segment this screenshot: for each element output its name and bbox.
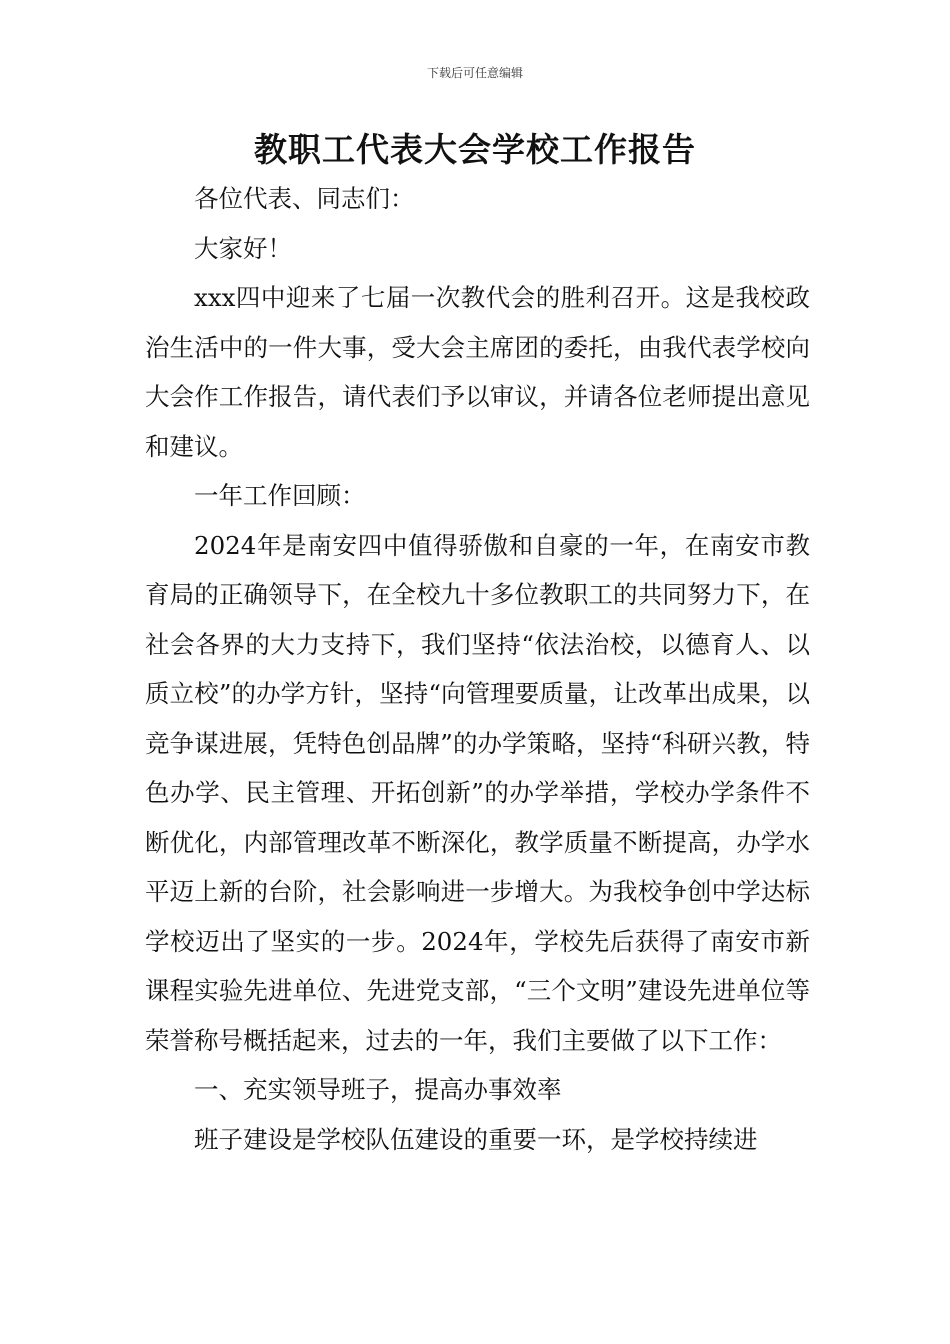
document-title: 教职工代表大会学校工作报告 <box>254 130 696 169</box>
leadership-paragraph: 班子建设是学校队伍建设的重要一环，是学校持续进 <box>194 1124 758 1154</box>
section-heading-leadership: 一、充实领导班子，提高办事效率 <box>194 1075 562 1104</box>
greeting: 大家好！ <box>194 233 292 263</box>
section-heading-review: 一年工作回顾： <box>194 481 366 510</box>
page-header-note: 下载后可任意编辑 <box>426 66 523 80</box>
intro-paragraph: xxx四中迎来了七届一次教代会的胜利召开。这是我校政治生活中的一件大事，受大会主席团的委托，由我代表学校向大会作工作报告，请代表们予以审议，并请各位老师提出意见和建议。 <box>145 283 810 461</box>
salutation: 各位代表、同志们： <box>194 184 415 213</box>
document-body <box>145 174 810 1164</box>
review-paragraph: 2024年是南安四中值得骄傲和自豪的一年，在南安市教育局的正确领导下，在全校九十多位教职工的共同努力下，在社会各界的大力支持下，我们坚持“依法治校，以德育人、以质立校”的办学方针，坚持“向管理要质量，让改革出成果，以竞争谋进展，凭特色创品牌”的办学策略，坚持“科研兴教，特色办学、民主管理、开拓创新”的办学举措，学校办学条件不断优化，内部管理改革不断深化，教学质量不断提高，办学水平迈上新的台阶，社会影响进一步增大。为我校争创中学达标学校迈出了坚实的一步。2024年，学校先后获得了南安市新课程实验先进单位、先进党支部，“三个文明”建设先进单位等荣誉称号概括起来，过去的一年，我们主要做了以下工作： <box>145 530 810 1055</box>
